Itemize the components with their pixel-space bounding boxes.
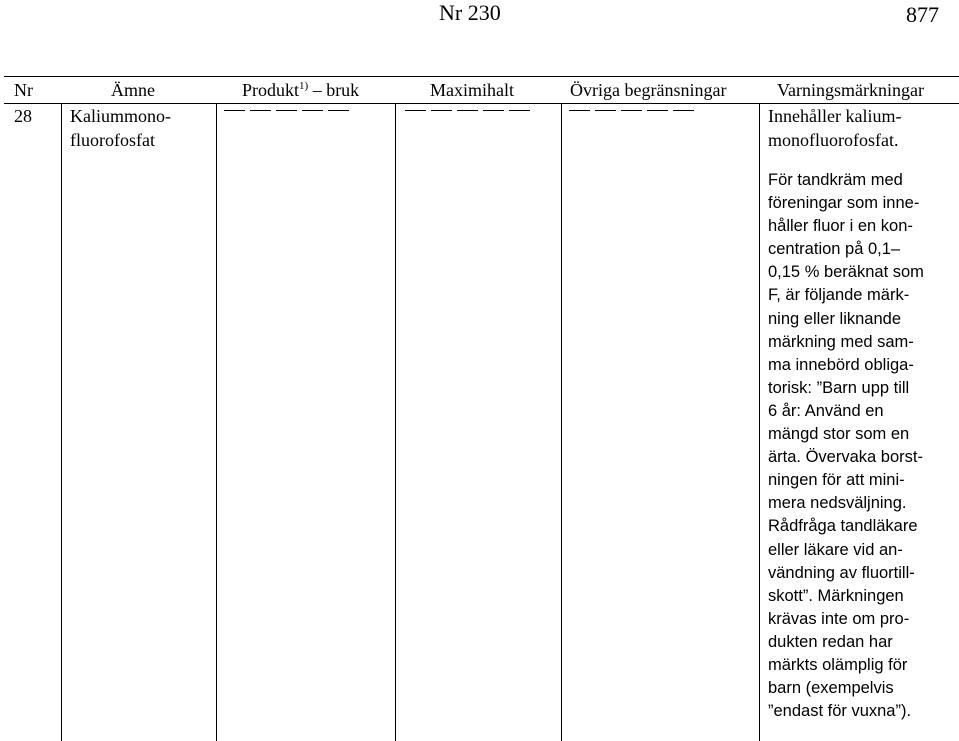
warning-text-line: torisk: ”Barn upp till: [768, 378, 910, 397]
header-produkt-tail: – bruk: [308, 80, 360, 100]
header-varning: Varningsmärkningar: [777, 80, 924, 100]
warning-text-line: mängd stor som en: [768, 425, 910, 444]
warning-text-line: krävas inte om pro-: [768, 609, 910, 628]
warning-line1: Innehåller kalium-: [768, 106, 902, 126]
header-amne: Ämne: [111, 80, 155, 100]
warning-text-line: barn (exempelvis: [768, 679, 894, 698]
row-amne-line1: Kaliummono-: [70, 106, 171, 126]
warning-text-line: Rådfråga tandläkare: [768, 517, 918, 536]
issue-number: Nr 230: [439, 0, 501, 25]
warning-text-line: märkning med sam-: [768, 332, 914, 351]
warning-text-line: ma innebörd obliga-: [768, 355, 914, 374]
column-divider-2: [216, 103, 217, 741]
warning-text-line: F, är följande märk-: [768, 286, 910, 305]
warning-text-line: eller läkare vid an-: [768, 540, 903, 559]
warning-text-line: håller fluor i en kon-: [768, 217, 913, 236]
warning-text-line: föreningar som inne-: [768, 194, 920, 213]
warning-text-line: ärta. Övervaka borst-: [768, 448, 923, 467]
warning-paragraph: [768, 169, 953, 723]
header-produkt-label: Produkt: [242, 80, 300, 100]
warning-text-line: vändning av fluortill-: [768, 563, 915, 582]
warning-text-line: ”endast för vuxna”).: [768, 702, 912, 721]
column-divider-3: [395, 103, 396, 741]
warning-text-line: 6 år: Använd en: [768, 401, 884, 420]
warning-text-line: märkts olämplig för: [768, 655, 908, 674]
row-amne-line2: fluorofosfat: [70, 130, 155, 150]
maximihalt-dash-placeholder: [405, 110, 535, 112]
header-ovriga: Övriga begränsningar: [570, 80, 727, 100]
warning-text-line: ning eller liknande: [768, 309, 902, 328]
warning-text-line: skott”. Märkningen: [768, 586, 904, 605]
column-divider-5: [759, 103, 760, 741]
warning-text-line: mera nedsväljning.: [768, 494, 907, 513]
header-produkt: [242, 80, 359, 101]
warning-text-line: 0,15 % beräknat som: [768, 263, 924, 282]
warning-line2: monofluorofosfat.: [768, 130, 899, 150]
column-divider-4: [561, 103, 562, 741]
header-nr: Nr: [14, 80, 33, 100]
ovriga-dash-placeholder: [569, 110, 699, 112]
warning-text-line: För tandkräm med: [768, 171, 903, 189]
table-top-rule: [4, 76, 959, 77]
header-maximihalt: Maximihalt: [430, 80, 514, 100]
warning-text-line: ningen för att mini-: [768, 471, 905, 490]
footnote-marker: 1): [299, 80, 309, 92]
produkt-dash-placeholder: [224, 110, 354, 112]
warning-text-line: centration på 0,1–: [768, 240, 901, 259]
column-divider-1: [61, 103, 62, 741]
warning-text-line: dukten redan har: [768, 632, 893, 651]
page-number: 877: [906, 2, 939, 27]
row-nr: 28: [14, 106, 32, 126]
